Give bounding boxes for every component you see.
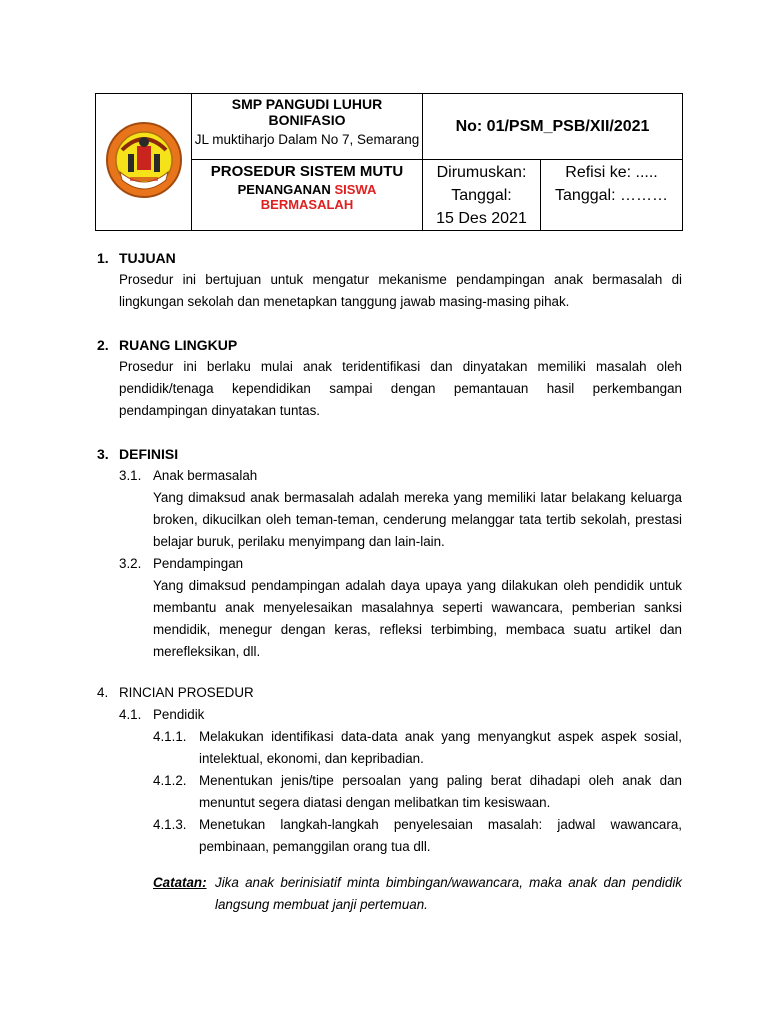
revision-label: Refisi ke: ..... — [565, 164, 658, 181]
definition-title: Anak bermasalah — [153, 468, 258, 483]
definition-text: Yang dimaksud pendampingan adalah daya upaya yang dilakukan oleh pendidik untuk membantu anak menyelesaikan masalahnya seperti wawancara, pemberian sanksi mendidik, menegur dengan keras, refleksi terbimbing, membaca suatu artikel dan merefleksikan, dll. — [153, 578, 682, 659]
section-title: TUJUAN — [119, 250, 176, 266]
definition-heading — [119, 465, 682, 487]
section-number: 3. — [97, 446, 109, 462]
document-header-table — [95, 93, 683, 231]
section-title: RINCIAN PROSEDUR — [119, 685, 254, 700]
school-info-cell — [192, 94, 423, 160]
section-title: DEFINISI — [119, 446, 179, 462]
section-title: RUANG LINGKUP — [119, 337, 238, 353]
definition-heading — [119, 553, 682, 575]
definition-number: 3.2. — [119, 556, 142, 571]
note — [153, 872, 682, 916]
subsection-heading — [119, 704, 682, 726]
list-item — [153, 726, 682, 770]
school-name: SMP PANGUDI LUHUR BONIFASIO — [231, 96, 383, 128]
list-item — [153, 770, 682, 814]
note-label: Catatan: — [153, 875, 207, 890]
section-heading — [97, 334, 682, 356]
section-tujuan — [97, 247, 682, 313]
item-text: Melakukan identifikasi data-data anak yang menyangkut aspek aspek sosial, intelektual, ekonomi, dan kepribadian. — [199, 729, 682, 766]
section-number: 2. — [97, 337, 109, 353]
subtitle-highlight: SISWA BERMASALAH — [260, 182, 377, 212]
procedure-title-cell — [192, 160, 423, 231]
document-number: No: 01/PSM_PSB/XII/2021 — [423, 94, 683, 160]
subsection-number: 4.1. — [119, 707, 142, 722]
subtitle-prefix: PENANGANAN — [237, 182, 335, 197]
section-text: Prosedur ini berlaku mulai anak teridentifikasi dan dinyatakan memiliki masalah oleh pendidik/tenaga kependidikan sampai dengan pemantauan hasil perkembangan pendampingan dinyatakan tuntas. — [119, 359, 682, 418]
procedure-title: PROSEDUR SISTEM MUTU — [210, 163, 404, 180]
note-text: Jika anak berinisiatif minta bimbingan/wawancara, maka anak dan pendidik langsung membuat janji pertemuan. — [215, 875, 682, 912]
procedure-subtitle — [192, 182, 422, 212]
revision-date: Tanggal: ……… — [555, 187, 668, 204]
section-definisi — [97, 443, 682, 663]
school-logo-icon — [104, 120, 184, 200]
formulated-cell — [423, 160, 541, 231]
section-ruang-lingkup — [97, 334, 682, 422]
section-heading — [97, 682, 682, 704]
date-value: 15 Des 2021 — [436, 210, 527, 227]
subsection-title: Pendidik — [153, 707, 205, 722]
definition-number: 3.1. — [119, 468, 142, 483]
item-number: 4.1.1. — [153, 729, 187, 744]
section-heading — [97, 443, 682, 465]
list-item — [153, 814, 682, 858]
item-number: 4.1.3. — [153, 817, 187, 832]
item-text: Menentukan jenis/tipe persoalan yang paling berat dihadapi oleh anak dan menuntut segera diatasi dengan melibatkan tim kesiswaan. — [199, 773, 682, 810]
section-number: 1. — [97, 250, 109, 266]
section-number: 4. — [97, 685, 109, 700]
date-label: Tanggal: — [451, 187, 512, 204]
section-heading — [97, 247, 682, 269]
logo-cell — [96, 94, 192, 231]
definition-text: Yang dimaksud anak bermasalah adalah mereka yang memiliki latar belakang keluarga broken, dikucilkan oleh teman-teman, cenderung melanggar tata tertib sekolah, prestasi belajar buruk, perilaku menyimpang dan lain-lain. — [153, 490, 682, 549]
definition-title: Pendampingan — [153, 556, 244, 571]
section-rincian-prosedur — [97, 682, 682, 916]
section-text: Prosedur ini bertujuan untuk mengatur mekanisme pendampingan anak bermasalah di lingkungan sekolah dan menetapkan tanggung jawab masing-masing pihak. — [119, 272, 682, 309]
revision-cell — [541, 160, 683, 231]
school-address: JL muktiharjo Dalam No 7, Semarang — [194, 132, 420, 147]
item-number: 4.1.2. — [153, 773, 187, 788]
item-text: Menetukan langkah-langkah penyelesaian masalah: jadwal wawancara, pembinaan, pemanggilan orang tua dll. — [199, 817, 682, 854]
formulated-label: Dirumuskan: — [436, 164, 527, 181]
